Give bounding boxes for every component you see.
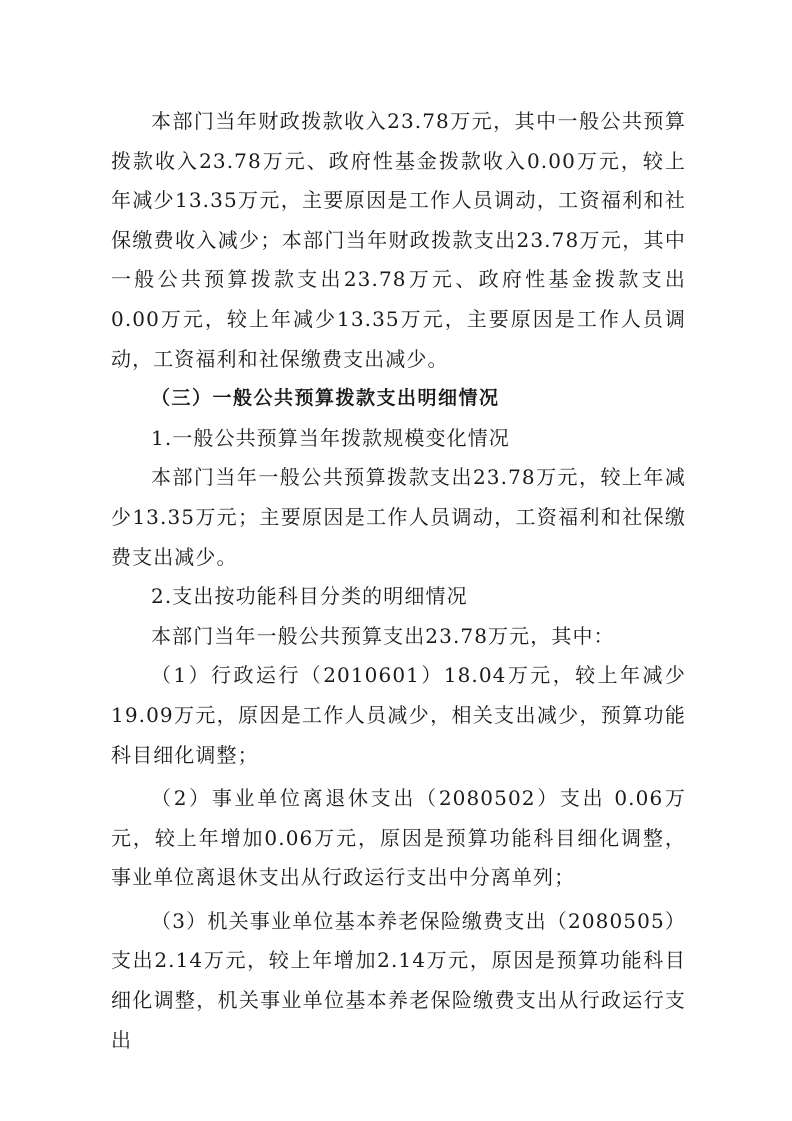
section-heading: （三）一般公共预算拨款支出明细情况 <box>151 387 500 410</box>
list-item-retirement: （2）事业单位离退休支出（2080502）支出 0.06万元，较上年增加0.06万元，原因是预算功能科目细化调整，事业单位离退休支出从行政运行支出中分离单列； <box>111 786 686 890</box>
paragraph-scale-change: 本部门当年一般公共预算拨款支出23.78万元，较上年减少13.35万元；主要原因是工作人员调动，工资福利和社保缴费支出减少。 <box>111 465 686 569</box>
list-item-admin-operation: （1）行政运行（2010601）18.04万元，较上年减少19.09万元，原因是工作人员减少，相关支出减少，预算功能科目细化调整； <box>111 663 686 767</box>
paragraph-function-intro: 本部门当年一般公共预算支出23.78万元，其中： <box>151 623 615 648</box>
subheading-scale-change: 1.一般公共预算当年拨款规模变化情况 <box>151 425 510 450</box>
subheading-function-detail: 2.支出按功能科目分类的明细情况 <box>151 584 468 609</box>
document-body <box>111 102 686 1060</box>
list-item-pension-insurance: （3）机关事业单位基本养老保险缴费支出（2080505）支出2.14万元，较上年增加2.14万元，原因是预算功能科目细化调整，机关事业单位基本养老保险缴费支出从行政运行支出 <box>111 908 686 1052</box>
paragraph-budget-summary: 本部门当年财政拨款收入23.78万元，其中一般公共预算拨款收入23.78万元、政府性基金拨款收入0.00万元，较上年减少13.35万元，主要原因是工作人员调动，工资福利和社保缴费收入减少；本部门当年财政拨款支出23.78万元，其中一般公共预算拨款支出23.78万元、政府性基金拨款支出0.00万元，较上年减少13.35万元，主要原因是工作人员调动，工资福利和社保缴费支出减少。 <box>111 109 686 371</box>
